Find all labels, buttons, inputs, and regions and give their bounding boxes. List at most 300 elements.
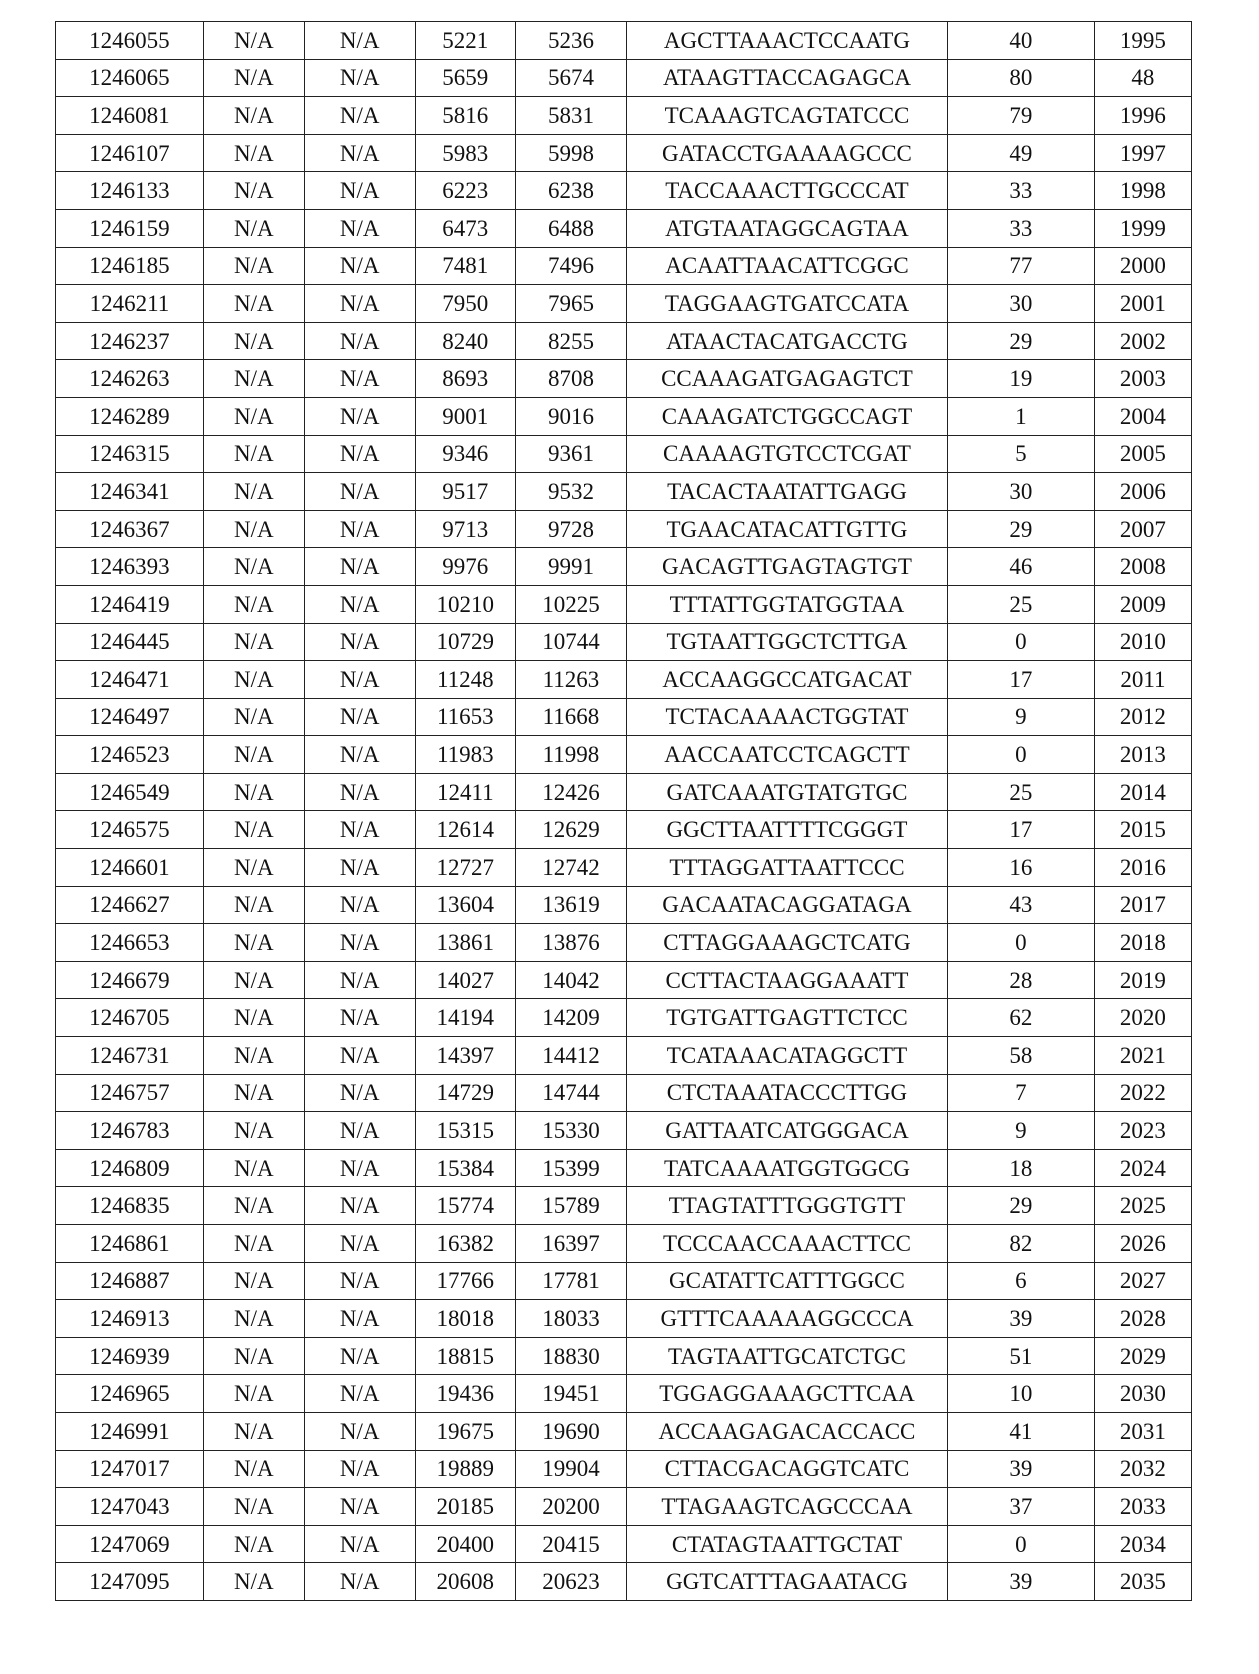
cell-inhibition-value: 9 (947, 698, 1094, 736)
cell-seq-id-no: 2021 (1094, 1037, 1191, 1075)
cell-stop-site-1: N/A (304, 209, 415, 247)
cell-inhibition-value: 25 (947, 773, 1094, 811)
cell-start-site-1: N/A (203, 209, 304, 247)
cell-start-site-2: 7950 (415, 285, 515, 323)
cell-start-site-2: 16382 (415, 1225, 515, 1263)
cell-sequence: GTTTCAAAAAGGCCCA (627, 1300, 948, 1338)
cell-sequence: ACCAAGAGACACCACC (627, 1412, 948, 1450)
cell-inhibition-value: 58 (947, 1037, 1094, 1075)
cell-seq-id-no: 2025 (1094, 1187, 1191, 1225)
table-row (56, 1112, 1192, 1150)
cell-compound-id: 1246107 (56, 134, 204, 172)
cell-seq-id-no: 2020 (1094, 999, 1191, 1037)
cell-compound-id: 1246731 (56, 1037, 204, 1075)
cell-inhibition-value: 82 (947, 1225, 1094, 1263)
cell-stop-site-2: 20415 (515, 1525, 626, 1563)
cell-stop-site-2: 15789 (515, 1187, 626, 1225)
cell-stop-site-1: N/A (304, 22, 415, 60)
cell-start-site-1: N/A (203, 435, 304, 473)
cell-seq-id-no: 2015 (1094, 811, 1191, 849)
cell-compound-id: 1246861 (56, 1225, 204, 1263)
cell-stop-site-1: N/A (304, 585, 415, 623)
cell-seq-id-no: 2007 (1094, 510, 1191, 548)
cell-sequence: CAAAAGTGTCCTCGAT (627, 435, 948, 473)
cell-stop-site-1: N/A (304, 1149, 415, 1187)
table-row (56, 924, 1192, 962)
cell-start-site-1: N/A (203, 1488, 304, 1526)
cell-start-site-2: 12411 (415, 773, 515, 811)
cell-sequence: TTTATTGGTATGGTAA (627, 585, 948, 623)
cell-compound-id: 1246705 (56, 999, 204, 1037)
cell-sequence: TAGTAATTGCATCTGC (627, 1337, 948, 1375)
cell-stop-site-2: 7496 (515, 247, 626, 285)
cell-stop-site-1: N/A (304, 886, 415, 924)
cell-stop-site-2: 14744 (515, 1074, 626, 1112)
cell-start-site-2: 5659 (415, 59, 515, 97)
cell-compound-id: 1246653 (56, 924, 204, 962)
table-row (56, 623, 1192, 661)
cell-start-site-2: 8240 (415, 322, 515, 360)
cell-start-site-2: 14397 (415, 1037, 515, 1075)
cell-stop-site-2: 12742 (515, 849, 626, 887)
cell-start-site-2: 14027 (415, 961, 515, 999)
table-row (56, 473, 1192, 511)
table-row (56, 849, 1192, 887)
cell-seq-id-no: 48 (1094, 59, 1191, 97)
cell-inhibition-value: 7 (947, 1074, 1094, 1112)
cell-inhibition-value: 77 (947, 247, 1094, 285)
cell-start-site-1: N/A (203, 172, 304, 210)
cell-compound-id: 1246159 (56, 209, 204, 247)
cell-sequence: CAAAGATCTGGCCAGT (627, 397, 948, 435)
cell-start-site-1: N/A (203, 22, 304, 60)
cell-stop-site-2: 7965 (515, 285, 626, 323)
table-row (56, 22, 1192, 60)
cell-start-site-2: 20400 (415, 1525, 515, 1563)
cell-inhibition-value: 41 (947, 1412, 1094, 1450)
cell-sequence: TTAGTATTTGGGTGTT (627, 1187, 948, 1225)
cell-stop-site-1: N/A (304, 1488, 415, 1526)
cell-stop-site-2: 19690 (515, 1412, 626, 1450)
table-row (56, 322, 1192, 360)
cell-start-site-2: 9001 (415, 397, 515, 435)
cell-sequence: ACCAAGGCCATGACAT (627, 661, 948, 699)
cell-sequence: TAGGAAGTGATCCATA (627, 285, 948, 323)
cell-seq-id-no: 2014 (1094, 773, 1191, 811)
cell-sequence: ATAACTACATGACCTG (627, 322, 948, 360)
cell-inhibition-value: 0 (947, 924, 1094, 962)
cell-inhibition-value: 5 (947, 435, 1094, 473)
cell-compound-id: 1246211 (56, 285, 204, 323)
cell-start-site-1: N/A (203, 1074, 304, 1112)
cell-stop-site-1: N/A (304, 1262, 415, 1300)
cell-start-site-2: 20608 (415, 1563, 515, 1601)
cell-stop-site-1: N/A (304, 1187, 415, 1225)
cell-compound-id: 1246341 (56, 473, 204, 511)
cell-start-site-2: 19889 (415, 1450, 515, 1488)
cell-inhibition-value: 19 (947, 360, 1094, 398)
cell-start-site-2: 14729 (415, 1074, 515, 1112)
cell-inhibition-value: 29 (947, 322, 1094, 360)
cell-stop-site-1: N/A (304, 172, 415, 210)
cell-compound-id: 1246679 (56, 961, 204, 999)
cell-start-site-2: 20185 (415, 1488, 515, 1526)
cell-inhibition-value: 16 (947, 849, 1094, 887)
cell-sequence: TCCCAACCAAACTTCC (627, 1225, 948, 1263)
cell-compound-id: 1246783 (56, 1112, 204, 1150)
cell-start-site-1: N/A (203, 285, 304, 323)
cell-sequence: GACAGTTGAGTAGTGT (627, 548, 948, 586)
cell-compound-id: 1246939 (56, 1337, 204, 1375)
cell-sequence: TTAGAAGTCAGCCCAA (627, 1488, 948, 1526)
cell-sequence: CTTACGACAGGTCATC (627, 1450, 948, 1488)
cell-stop-site-2: 20200 (515, 1488, 626, 1526)
cell-start-site-1: N/A (203, 1563, 304, 1601)
cell-inhibition-value: 39 (947, 1450, 1094, 1488)
cell-inhibition-value: 40 (947, 22, 1094, 60)
cell-seq-id-no: 2033 (1094, 1488, 1191, 1526)
cell-start-site-2: 19675 (415, 1412, 515, 1450)
cell-compound-id: 1246133 (56, 172, 204, 210)
cell-inhibition-value: 49 (947, 134, 1094, 172)
cell-seq-id-no: 2035 (1094, 1563, 1191, 1601)
cell-stop-site-2: 10744 (515, 623, 626, 661)
cell-compound-id: 1246065 (56, 59, 204, 97)
cell-inhibition-value: 46 (947, 548, 1094, 586)
cell-start-site-1: N/A (203, 1149, 304, 1187)
cell-stop-site-1: N/A (304, 698, 415, 736)
cell-stop-site-2: 16397 (515, 1225, 626, 1263)
cell-seq-id-no: 2023 (1094, 1112, 1191, 1150)
cell-start-site-1: N/A (203, 811, 304, 849)
cell-stop-site-1: N/A (304, 548, 415, 586)
cell-sequence: TGAACATACATTGTTG (627, 510, 948, 548)
cell-stop-site-1: N/A (304, 1525, 415, 1563)
cell-compound-id: 1246601 (56, 849, 204, 887)
cell-seq-id-no: 2000 (1094, 247, 1191, 285)
cell-sequence: CTATAGTAATTGCTAT (627, 1525, 948, 1563)
cell-start-site-2: 6473 (415, 209, 515, 247)
cell-stop-site-2: 18830 (515, 1337, 626, 1375)
cell-sequence: ATGTAATAGGCAGTAA (627, 209, 948, 247)
cell-compound-id: 1246263 (56, 360, 204, 398)
cell-inhibition-value: 29 (947, 510, 1094, 548)
cell-seq-id-no: 2027 (1094, 1262, 1191, 1300)
cell-seq-id-no: 2029 (1094, 1337, 1191, 1375)
cell-start-site-1: N/A (203, 1037, 304, 1075)
cell-stop-site-1: N/A (304, 247, 415, 285)
cell-inhibition-value: 9 (947, 1112, 1094, 1150)
cell-seq-id-no: 2022 (1094, 1074, 1191, 1112)
cell-start-site-2: 9517 (415, 473, 515, 511)
cell-compound-id: 1246393 (56, 548, 204, 586)
cell-compound-id: 1246549 (56, 773, 204, 811)
table-row (56, 961, 1192, 999)
cell-sequence: TCTACAAAACTGGTAT (627, 698, 948, 736)
cell-stop-site-1: N/A (304, 285, 415, 323)
cell-seq-id-no: 2031 (1094, 1412, 1191, 1450)
cell-stop-site-1: N/A (304, 924, 415, 962)
cell-start-site-1: N/A (203, 548, 304, 586)
cell-stop-site-2: 17781 (515, 1262, 626, 1300)
cell-start-site-2: 18815 (415, 1337, 515, 1375)
cell-start-site-1: N/A (203, 360, 304, 398)
cell-compound-id: 1246757 (56, 1074, 204, 1112)
cell-stop-site-2: 8708 (515, 360, 626, 398)
cell-seq-id-no: 2010 (1094, 623, 1191, 661)
cell-start-site-2: 13861 (415, 924, 515, 962)
cell-sequence: TGTAATTGGCTCTTGA (627, 623, 948, 661)
cell-start-site-2: 10729 (415, 623, 515, 661)
cell-stop-site-2: 13619 (515, 886, 626, 924)
cell-compound-id: 1246471 (56, 661, 204, 699)
cell-inhibition-value: 10 (947, 1375, 1094, 1413)
cell-inhibition-value: 0 (947, 736, 1094, 774)
cell-start-site-1: N/A (203, 473, 304, 511)
table-row (56, 1375, 1192, 1413)
cell-stop-site-2: 12426 (515, 773, 626, 811)
table-row (56, 1187, 1192, 1225)
table-row (56, 1450, 1192, 1488)
cell-inhibition-value: 6 (947, 1262, 1094, 1300)
cell-start-site-2: 19436 (415, 1375, 515, 1413)
cell-start-site-2: 5983 (415, 134, 515, 172)
cell-stop-site-2: 18033 (515, 1300, 626, 1338)
cell-inhibition-value: 33 (947, 172, 1094, 210)
cell-inhibition-value: 51 (947, 1337, 1094, 1375)
cell-compound-id: 1246627 (56, 886, 204, 924)
cell-sequence: AACCAATCCTCAGCTT (627, 736, 948, 774)
cell-start-site-2: 11653 (415, 698, 515, 736)
cell-start-site-2: 9976 (415, 548, 515, 586)
cell-start-site-1: N/A (203, 1187, 304, 1225)
cell-inhibition-value: 43 (947, 886, 1094, 924)
cell-sequence: GATCAAATGTATGTGC (627, 773, 948, 811)
cell-compound-id: 1246237 (56, 322, 204, 360)
cell-start-site-2: 15384 (415, 1149, 515, 1187)
cell-sequence: CCTTACTAAGGAAATT (627, 961, 948, 999)
cell-sequence: GACAATACAGGATAGA (627, 886, 948, 924)
cell-seq-id-no: 2028 (1094, 1300, 1191, 1338)
cell-start-site-2: 7481 (415, 247, 515, 285)
table-row (56, 1300, 1192, 1338)
cell-stop-site-2: 9532 (515, 473, 626, 511)
cell-stop-site-2: 6238 (515, 172, 626, 210)
cell-start-site-1: N/A (203, 924, 304, 962)
cell-start-site-2: 11248 (415, 661, 515, 699)
cell-compound-id: 1246315 (56, 435, 204, 473)
cell-start-site-2: 14194 (415, 999, 515, 1037)
cell-start-site-1: N/A (203, 1525, 304, 1563)
cell-compound-id: 1247043 (56, 1488, 204, 1526)
cell-start-site-1: N/A (203, 59, 304, 97)
table-row (56, 435, 1192, 473)
cell-stop-site-1: N/A (304, 1037, 415, 1075)
table-body (56, 22, 1192, 1601)
cell-sequence: CTTAGGAAAGCTCATG (627, 924, 948, 962)
cell-start-site-2: 5221 (415, 22, 515, 60)
table-row (56, 397, 1192, 435)
cell-start-site-1: N/A (203, 134, 304, 172)
cell-inhibition-value: 39 (947, 1563, 1094, 1601)
cell-seq-id-no: 2019 (1094, 961, 1191, 999)
cell-inhibition-value: 28 (947, 961, 1094, 999)
cell-stop-site-1: N/A (304, 322, 415, 360)
cell-stop-site-2: 11998 (515, 736, 626, 774)
cell-stop-site-1: N/A (304, 360, 415, 398)
cell-stop-site-1: N/A (304, 661, 415, 699)
cell-stop-site-2: 5998 (515, 134, 626, 172)
cell-start-site-1: N/A (203, 961, 304, 999)
cell-sequence: CCAAAGATGAGAGTCT (627, 360, 948, 398)
cell-stop-site-1: N/A (304, 623, 415, 661)
cell-stop-site-2: 11668 (515, 698, 626, 736)
cell-start-site-2: 6223 (415, 172, 515, 210)
cell-stop-site-2: 14042 (515, 961, 626, 999)
table-row (56, 209, 1192, 247)
table-row (56, 1149, 1192, 1187)
cell-compound-id: 1247095 (56, 1563, 204, 1601)
cell-compound-id: 1246367 (56, 510, 204, 548)
cell-stop-site-2: 15399 (515, 1149, 626, 1187)
cell-start-site-1: N/A (203, 736, 304, 774)
table-row (56, 1262, 1192, 1300)
oligo-data-table (55, 21, 1192, 1601)
cell-stop-site-2: 12629 (515, 811, 626, 849)
cell-compound-id: 1246445 (56, 623, 204, 661)
cell-sequence: CTCTAAATACCCTTGG (627, 1074, 948, 1112)
cell-compound-id: 1246081 (56, 97, 204, 135)
cell-start-site-1: N/A (203, 1337, 304, 1375)
cell-compound-id: 1246289 (56, 397, 204, 435)
cell-compound-id: 1246965 (56, 1375, 204, 1413)
cell-start-site-1: N/A (203, 886, 304, 924)
cell-stop-site-1: N/A (304, 849, 415, 887)
cell-seq-id-no: 2034 (1094, 1525, 1191, 1563)
table-row (56, 1337, 1192, 1375)
cell-seq-id-no: 1999 (1094, 209, 1191, 247)
table-row (56, 134, 1192, 172)
cell-compound-id: 1246991 (56, 1412, 204, 1450)
cell-stop-site-2: 9728 (515, 510, 626, 548)
cell-start-site-1: N/A (203, 247, 304, 285)
cell-start-site-2: 9713 (415, 510, 515, 548)
cell-seq-id-no: 1998 (1094, 172, 1191, 210)
cell-compound-id: 1246887 (56, 1262, 204, 1300)
cell-start-site-2: 9346 (415, 435, 515, 473)
cell-sequence: GATACCTGAAAAGCCC (627, 134, 948, 172)
cell-seq-id-no: 1997 (1094, 134, 1191, 172)
cell-start-site-1: N/A (203, 1412, 304, 1450)
cell-sequence: GGTCATTTAGAATACG (627, 1563, 948, 1601)
cell-start-site-1: N/A (203, 999, 304, 1037)
cell-stop-site-2: 15330 (515, 1112, 626, 1150)
cell-stop-site-1: N/A (304, 736, 415, 774)
cell-seq-id-no: 2017 (1094, 886, 1191, 924)
cell-compound-id: 1247069 (56, 1525, 204, 1563)
cell-stop-site-1: N/A (304, 134, 415, 172)
cell-sequence: TCAAAGTCAGTATCCC (627, 97, 948, 135)
cell-seq-id-no: 2004 (1094, 397, 1191, 435)
cell-start-site-1: N/A (203, 397, 304, 435)
cell-stop-site-2: 5831 (515, 97, 626, 135)
cell-start-site-2: 12727 (415, 849, 515, 887)
cell-start-site-2: 13604 (415, 886, 515, 924)
cell-inhibition-value: 39 (947, 1300, 1094, 1338)
table-row (56, 172, 1192, 210)
cell-seq-id-no: 1995 (1094, 22, 1191, 60)
cell-inhibition-value: 62 (947, 999, 1094, 1037)
cell-start-site-1: N/A (203, 510, 304, 548)
cell-seq-id-no: 2003 (1094, 360, 1191, 398)
cell-start-site-1: N/A (203, 1112, 304, 1150)
cell-compound-id: 1246497 (56, 698, 204, 736)
cell-stop-site-2: 9016 (515, 397, 626, 435)
cell-sequence: TGTGATTGAGTTCTCC (627, 999, 948, 1037)
cell-stop-site-1: N/A (304, 397, 415, 435)
table-row (56, 811, 1192, 849)
cell-start-site-2: 11983 (415, 736, 515, 774)
cell-stop-site-2: 6488 (515, 209, 626, 247)
table-row (56, 1225, 1192, 1263)
cell-sequence: TATCAAAATGGTGGCG (627, 1149, 948, 1187)
cell-stop-site-1: N/A (304, 811, 415, 849)
cell-seq-id-no: 2002 (1094, 322, 1191, 360)
cell-sequence: TGGAGGAAAGCTTCAA (627, 1375, 948, 1413)
table-row (56, 1488, 1192, 1526)
table-row (56, 1563, 1192, 1601)
cell-inhibition-value: 80 (947, 59, 1094, 97)
table-row (56, 360, 1192, 398)
table-row (56, 97, 1192, 135)
cell-start-site-1: N/A (203, 1375, 304, 1413)
cell-start-site-2: 15315 (415, 1112, 515, 1150)
cell-stop-site-1: N/A (304, 59, 415, 97)
cell-inhibition-value: 1 (947, 397, 1094, 435)
cell-sequence: TACACTAATATTGAGG (627, 473, 948, 511)
cell-stop-site-1: N/A (304, 1225, 415, 1263)
cell-compound-id: 1246055 (56, 22, 204, 60)
cell-sequence: GGCTTAATTTTCGGGT (627, 811, 948, 849)
cell-sequence: TACCAAACTTGCCCAT (627, 172, 948, 210)
cell-inhibition-value: 29 (947, 1187, 1094, 1225)
cell-start-site-2: 12614 (415, 811, 515, 849)
table-row (56, 285, 1192, 323)
cell-stop-site-1: N/A (304, 1337, 415, 1375)
cell-compound-id: 1246523 (56, 736, 204, 774)
cell-seq-id-no: 2026 (1094, 1225, 1191, 1263)
cell-seq-id-no: 2018 (1094, 924, 1191, 962)
cell-seq-id-no: 2012 (1094, 698, 1191, 736)
cell-stop-site-2: 10225 (515, 585, 626, 623)
cell-inhibition-value: 17 (947, 811, 1094, 849)
cell-stop-site-1: N/A (304, 1074, 415, 1112)
cell-seq-id-no: 2001 (1094, 285, 1191, 323)
table-row (56, 1412, 1192, 1450)
table-row (56, 1037, 1192, 1075)
cell-stop-site-2: 9361 (515, 435, 626, 473)
cell-seq-id-no: 2008 (1094, 548, 1191, 586)
table-row (56, 661, 1192, 699)
cell-start-site-2: 18018 (415, 1300, 515, 1338)
cell-start-site-2: 5816 (415, 97, 515, 135)
cell-start-site-1: N/A (203, 322, 304, 360)
cell-seq-id-no: 2005 (1094, 435, 1191, 473)
table-row (56, 548, 1192, 586)
cell-start-site-1: N/A (203, 849, 304, 887)
cell-inhibition-value: 0 (947, 623, 1094, 661)
cell-stop-site-2: 5236 (515, 22, 626, 60)
